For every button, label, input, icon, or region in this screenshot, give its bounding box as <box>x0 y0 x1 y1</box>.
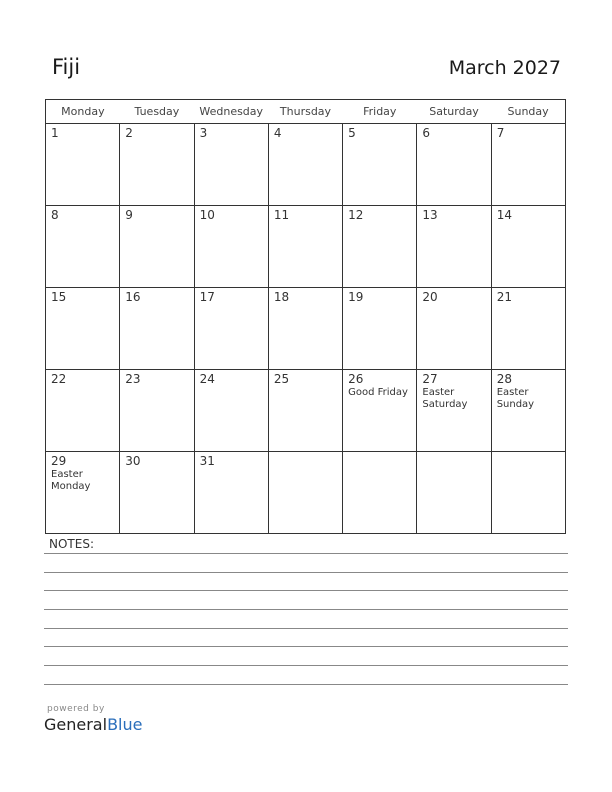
day-number: 25 <box>273 372 290 386</box>
day-cell <box>194 288 268 370</box>
weekday-header: Wednesday <box>194 100 268 124</box>
holiday-label: Good Friday <box>348 387 408 398</box>
day-cell <box>194 370 268 452</box>
note-line <box>44 609 568 610</box>
day-number: 3 <box>199 126 208 140</box>
day-number: 23 <box>125 372 141 386</box>
country-title: Fiji <box>52 55 81 79</box>
day-number: 28 <box>496 372 512 386</box>
day-cell <box>120 288 194 370</box>
day-number: 31 <box>199 454 215 468</box>
day-number: 22 <box>51 372 67 386</box>
day-cell <box>343 370 417 452</box>
day-cell <box>491 124 565 206</box>
day-cell <box>491 206 565 288</box>
note-line <box>44 628 568 629</box>
note-line <box>44 572 568 573</box>
day-number: 11 <box>273 208 290 222</box>
day-number: 16 <box>125 290 141 304</box>
day-cell <box>268 370 342 452</box>
day-number: 8 <box>51 208 59 222</box>
day-cell <box>491 370 565 452</box>
day-number: 5 <box>348 126 356 140</box>
holiday-label: Easter Sunday <box>496 387 535 410</box>
notes-label: NOTES: <box>49 537 94 551</box>
day-number: 6 <box>422 126 431 140</box>
day-number: 2 <box>125 126 133 140</box>
day-number: 21 <box>496 290 512 304</box>
day-number: 26 <box>348 372 364 386</box>
day-cell <box>417 452 491 534</box>
day-cell <box>120 206 194 288</box>
note-line <box>44 665 568 666</box>
day-cell <box>491 452 565 534</box>
day-number: 15 <box>51 290 67 304</box>
day-number: 9 <box>125 208 133 222</box>
generalblue-logo <box>44 715 142 734</box>
day-cell <box>194 124 268 206</box>
weekday-header: Sunday <box>491 100 565 124</box>
day-cell <box>417 206 491 288</box>
brand-footer <box>44 704 142 734</box>
week-row <box>46 452 566 534</box>
weekday-header-row <box>46 100 566 124</box>
day-cell <box>491 288 565 370</box>
month-year-title: March 2027 <box>448 57 561 79</box>
note-line <box>44 646 568 647</box>
day-cell <box>343 206 417 288</box>
day-number: 24 <box>199 372 215 386</box>
day-cell <box>46 288 120 370</box>
calendar-grid <box>45 99 566 534</box>
day-cell <box>194 452 268 534</box>
logo-general: General <box>44 715 108 734</box>
day-cell <box>268 452 342 534</box>
week-row <box>46 288 566 370</box>
day-number: 12 <box>348 208 364 222</box>
day-number: 27 <box>422 372 438 386</box>
note-line <box>44 684 568 685</box>
day-cell <box>46 370 120 452</box>
day-number: 30 <box>125 454 141 468</box>
holiday-label: Easter Saturday <box>422 387 468 410</box>
week-row <box>46 124 566 206</box>
day-number: 18 <box>273 290 290 304</box>
day-cell <box>46 124 120 206</box>
day-cell <box>120 370 194 452</box>
weekday-header: Tuesday <box>120 100 194 124</box>
note-line <box>44 553 568 554</box>
day-number: 1 <box>51 126 59 140</box>
day-cell <box>343 452 417 534</box>
day-cell <box>120 124 194 206</box>
day-cell <box>268 124 342 206</box>
week-row <box>46 206 566 288</box>
weekday-header: Monday <box>46 100 120 124</box>
day-cell <box>417 288 491 370</box>
day-cell <box>46 206 120 288</box>
day-number: 20 <box>422 290 438 304</box>
day-number: 17 <box>199 290 215 304</box>
day-cell <box>46 452 120 534</box>
day-number: 13 <box>422 208 438 222</box>
day-cell <box>268 206 342 288</box>
day-cell <box>194 206 268 288</box>
day-number: 19 <box>348 290 364 304</box>
week-row <box>46 370 566 452</box>
day-cell <box>343 124 417 206</box>
day-number: 14 <box>496 208 512 222</box>
weekday-header: Saturday <box>417 100 491 124</box>
powered-by-text: powered by <box>47 704 105 714</box>
day-number: 7 <box>496 126 505 140</box>
holiday-label: Easter Monday <box>51 469 91 492</box>
day-number: 4 <box>273 126 282 140</box>
day-number: 10 <box>199 208 215 222</box>
day-cell <box>343 288 417 370</box>
note-line <box>44 590 568 591</box>
day-cell <box>417 124 491 206</box>
day-cell <box>417 370 491 452</box>
day-cell <box>120 452 194 534</box>
weekday-header: Friday <box>343 100 417 124</box>
day-number: 29 <box>51 454 67 468</box>
day-cell <box>268 288 342 370</box>
logo-blue: Blue <box>107 715 143 734</box>
weekday-header: Thursday <box>268 100 342 124</box>
